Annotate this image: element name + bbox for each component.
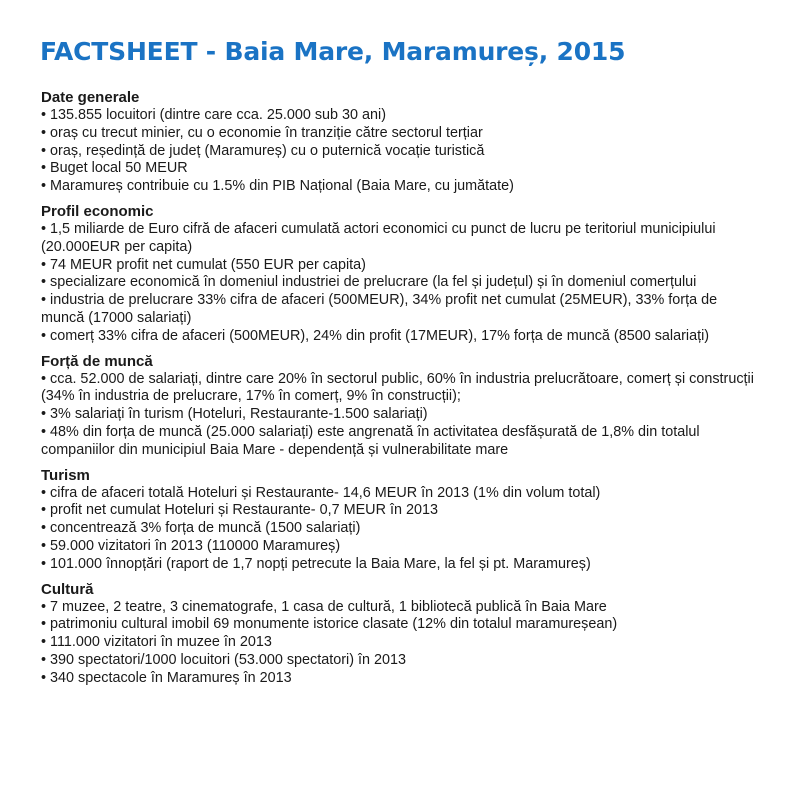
list-item-text: 1,5 miliarde de Euro cifră de afaceri cumulată actori economici cu punct de lucru pe teritoriul municipiului (20.000EUR per capita)	[41, 220, 716, 255]
list-item-text: 3% salariați în turism (Hoteluri, Restaurante-1.500 salariați)	[50, 406, 428, 423]
section-date-generale	[41, 89, 763, 196]
bullet-icon: •	[41, 160, 47, 177]
section-heading: Profil economic	[41, 202, 154, 220]
list-item-text: cca. 52.000 de salariați, dintre care 20% în sectorul public, 60% în industria prelucrătoare, comerț și construcții (34% în industria de prelucrare, 17% în comerț, 9% în construcții);	[41, 370, 754, 405]
page-title: FACTSHEET - Baia Mare, Maramureș, 2015	[40, 37, 626, 66]
list-item	[41, 538, 763, 556]
list-item	[41, 221, 763, 257]
list-item-text: 135.855 locuitori (dintre care cca. 25.000 sub 30 ani)	[50, 107, 387, 123]
list-item-text: specializare economică în domeniul industriei de prelucrare (la fel și județul) și în domeniul comerțului	[50, 274, 697, 291]
list-item-text: comerț 33% cifra de afaceri (500MEUR), 24% din profit (17MEUR), 17% forța de muncă (8500 salariați)	[50, 327, 710, 344]
section-heading: Turism	[41, 466, 90, 484]
factsheet-content	[41, 89, 763, 695]
bullet-list	[41, 107, 763, 196]
section-heading: Cultură	[41, 580, 94, 598]
list-item-text: Buget local 50 MEUR	[50, 160, 188, 177]
bullet-icon: •	[41, 220, 47, 237]
bullet-icon: •	[41, 370, 47, 387]
list-item-text: oraș, reședință de județ (Maramureș) cu o puternică vocație turistică	[50, 142, 485, 159]
bullet-icon: •	[41, 423, 47, 440]
bullet-icon: •	[41, 484, 47, 501]
list-item-text: 59.000 vizitatori în 2013 (110000 Maramureș)	[50, 537, 341, 554]
list-item-text: 111.000 vizitatori în muzee în 2013	[50, 634, 272, 651]
list-item	[41, 328, 763, 346]
list-item-text: cifra de afaceri totală Hoteluri și Restaurante- 14,6 MEUR în 2013 (1% din volum total)	[50, 484, 601, 501]
list-item-text: 74 MEUR profit net cumulat (550 EUR per capita)	[50, 256, 366, 273]
list-item	[41, 257, 763, 275]
bullet-icon: •	[41, 669, 47, 686]
bullet-icon: •	[41, 651, 47, 668]
list-item-text: profit net cumulat Hoteluri și Restaurante- 0,7 MEUR în 2013	[50, 502, 438, 519]
list-item-text: 101.000 înnopțări (raport de 1,7 nopți petrecute la Baia Mare, la fel și pt. Maramureș)	[50, 555, 591, 572]
bullet-icon: •	[41, 124, 47, 141]
section-forta-de-munca	[41, 353, 763, 460]
bullet-icon: •	[41, 327, 47, 344]
section-profil-economic	[41, 203, 763, 346]
list-item-text: concentrează 3% forța de muncă (1500 salariați)	[50, 520, 361, 537]
list-item	[41, 556, 763, 574]
bullet-icon: •	[41, 616, 47, 633]
bullet-icon: •	[41, 142, 47, 159]
list-item	[41, 125, 763, 143]
list-item	[41, 274, 763, 292]
bullet-icon: •	[41, 292, 47, 309]
list-item	[41, 652, 763, 670]
list-item	[41, 107, 763, 125]
list-item	[41, 520, 763, 538]
bullet-icon: •	[41, 256, 47, 273]
list-item	[41, 424, 763, 460]
list-item-text: oraș cu trecut minier, cu o economie în tranziție către sectorul terțiar	[50, 124, 483, 141]
list-item	[41, 502, 763, 520]
list-item-text: Maramureș contribuie cu 1.5% din PIB Național (Baia Mare, cu jumătate)	[50, 178, 514, 195]
list-item	[41, 670, 763, 688]
list-item	[41, 178, 763, 196]
list-item-text: 48% din forța de muncă (25.000 salariați) este angrenată în activitatea desfășurată de 1,8% din totalul companiilor din municipiul Baia Mare - dependență și vulnerabilitate mare	[41, 423, 700, 458]
bullet-icon: •	[41, 502, 47, 519]
bullet-icon: •	[41, 537, 47, 554]
list-item	[41, 599, 763, 617]
bullet-list	[41, 221, 763, 346]
list-item	[41, 292, 763, 328]
bullet-list	[41, 599, 763, 688]
bullet-list	[41, 371, 763, 460]
list-item	[41, 143, 763, 161]
list-item-text: 7 muzee, 2 teatre, 3 cinematografe, 1 casa de cultură, 1 bibliotecă publică în Baia Mare	[50, 598, 607, 615]
bullet-list	[41, 485, 763, 574]
list-item-text: industria de prelucrare 33% cifra de afaceri (500MEUR), 34% profit net cumulat (25MEUR), 33% forța de muncă (17000 salariați)	[41, 292, 718, 326]
section-cultura	[41, 581, 763, 688]
bullet-icon: •	[41, 598, 47, 615]
list-item-text: 390 spectatori/1000 locuitori (53.000 spectatori) în 2013	[50, 651, 407, 668]
list-item	[41, 406, 763, 424]
list-item-text: 340 spectacole în Maramureș în 2013	[50, 669, 292, 686]
bullet-icon: •	[41, 406, 47, 423]
section-heading: Date generale	[41, 89, 140, 106]
section-heading: Forță de muncă	[41, 352, 153, 370]
list-item	[41, 160, 763, 178]
list-item	[41, 616, 763, 634]
list-item	[41, 485, 763, 503]
list-item-text: patrimoniu cultural imobil 69 monumente istorice clasate (12% din totalul maramureșean)	[50, 616, 618, 633]
list-item	[41, 634, 763, 652]
bullet-icon: •	[41, 274, 47, 291]
bullet-icon: •	[41, 107, 47, 123]
bullet-icon: •	[41, 555, 47, 572]
bullet-icon: •	[41, 178, 47, 195]
bullet-icon: •	[41, 634, 47, 651]
section-turism	[41, 467, 763, 574]
bullet-icon: •	[41, 520, 47, 537]
list-item	[41, 371, 763, 407]
